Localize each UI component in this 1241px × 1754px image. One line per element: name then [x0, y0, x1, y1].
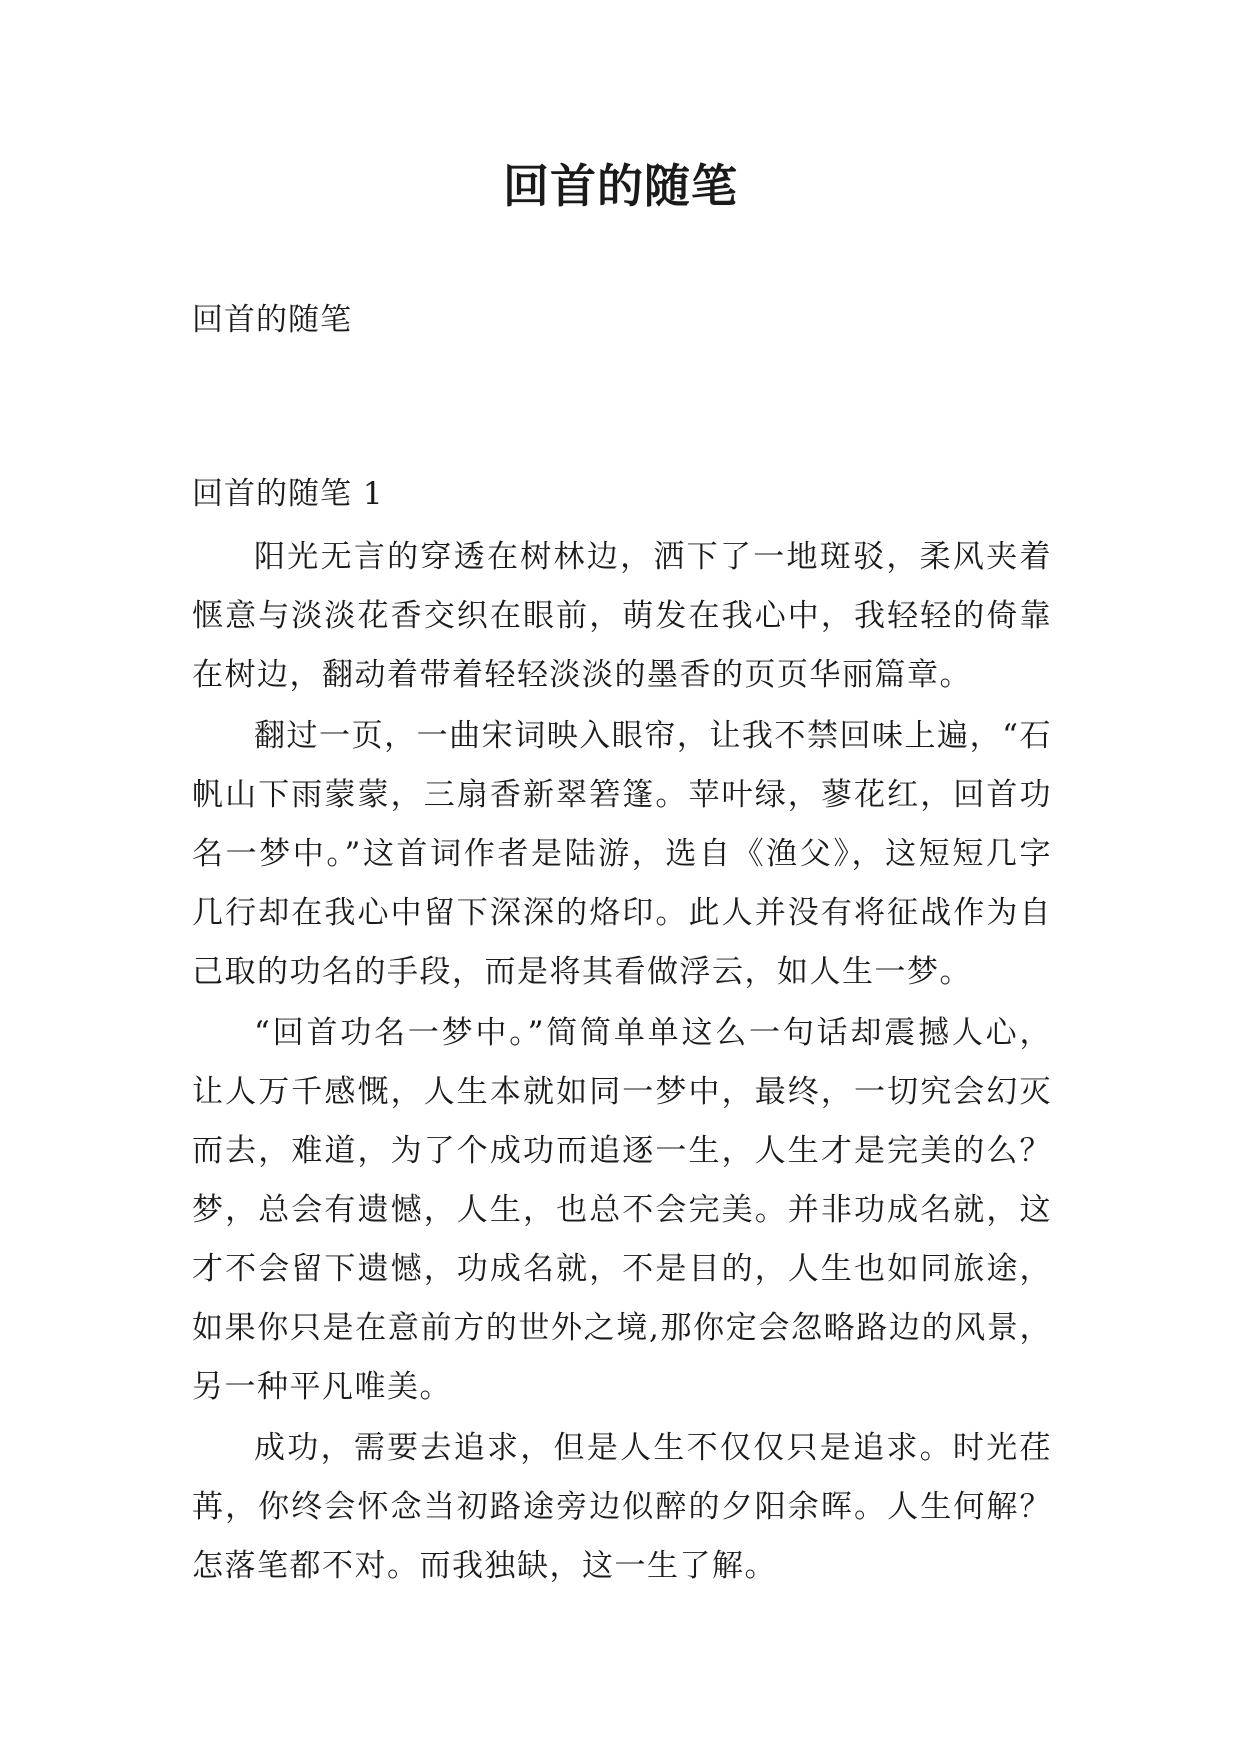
document-subtitle: 回首的随笔: [192, 302, 352, 338]
paragraph-1: 阳光无言的穿透在树林边，洒下了一地斑驳，柔风夹着惬意与淡淡花香交织在眼前，萌发在我心中，我轻轻的倚靠在树边，翻动着带着轻轻淡淡的墨香的页页华丽篇章。: [192, 539, 1052, 693]
paragraph-4: 成功，需要去追求，但是人生不仅仅只是追求。时光荏苒，你终会怀念当初路途旁边似醉的夕阳余晖。人生何解？怎落笔都不对。而我独缺，这一生了解。: [192, 1430, 1052, 1584]
section-heading: 回首的随笔 1: [192, 476, 384, 512]
paragraph-2: 翻过一页，一曲宋词映入眼帘，让我不禁回味上遍，“石帆山下雨蒙蒙，三扇香新翠箬篷。苹叶绿，蓼花红，回首功名一梦中。”这首词作者是陆游，选自《渔父》，这短短几字几行却在我心中留下深深的烙印。此人并没有将征战作为自己取的功名的手段，而是将其看做浮云，如人生一梦。: [192, 718, 1052, 990]
document-body: [192, 528, 1052, 1598]
document-title: 回首的随笔: [503, 159, 738, 213]
paragraph-3: “回首功名一梦中。”简简单单这么一句话却震撼人心，让人万千感慨，人生本就如同一梦中，最终，一切究会幻灭而去，难道，为了个成功而追逐一生，人生才是完美的么？梦，总会有遗憾，人生，也总不会完美。并非功成名就，这才不会留下遗憾，功成名就，不是目的，人生也如同旅途，如果你只是在意前方的世外之境,那你定会忽略路边的风景，另一种平凡唯美。: [192, 1015, 1052, 1405]
